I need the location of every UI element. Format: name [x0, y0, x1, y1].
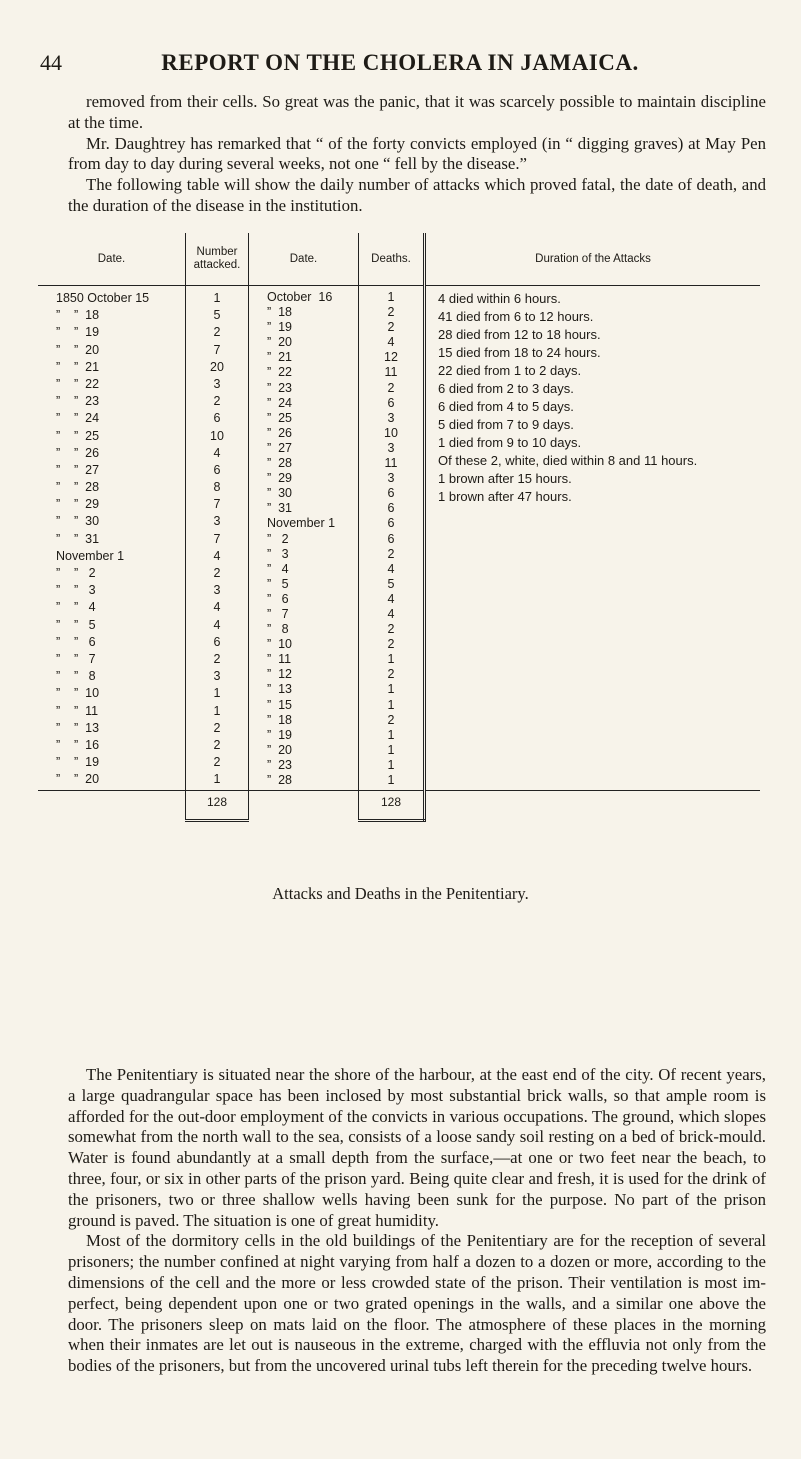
deaths-cell: 1	[387, 652, 395, 667]
attack-date-column	[38, 290, 185, 788]
attack-date-cell: ” ” 30	[56, 514, 100, 529]
attack-date-cell: ” ” 4	[56, 600, 96, 615]
deaths-cell: 4	[387, 335, 395, 350]
header-attacked: Number attacked.	[186, 233, 249, 286]
attacked-cell: 2	[213, 737, 221, 752]
attack-date-cell: ” ” 31	[56, 531, 100, 546]
attacked-cell: 1	[213, 703, 221, 718]
attacked-cell: 4	[213, 445, 221, 460]
attack-date-cell: November 1	[56, 548, 125, 563]
death-date-cell: ” 21	[267, 350, 293, 365]
duration-line: 28 died from 12 to 18 hours.	[438, 327, 601, 342]
attack-date-cell: ” ” 8	[56, 669, 96, 684]
deaths-cell: 5	[387, 576, 395, 591]
deaths-cell: 6	[387, 516, 395, 531]
attack-date-cell: ” ” 6	[56, 634, 96, 649]
header-death-date: Date.	[249, 233, 359, 286]
attack-date-cell: ” ” 23	[56, 394, 100, 409]
attacked-cell: 6	[213, 462, 221, 477]
deaths-cell: 3	[387, 440, 395, 455]
intro-paragraph: Mr. Daughtrey has remarked that “ of the forty convicts employed (in “ digging graves) at May Pen from day to day during several weeks, not one “ fell by the disease.”	[68, 133, 766, 174]
attacked-column	[186, 290, 248, 788]
deaths-cell: 4	[387, 591, 395, 606]
death-date-cell: ” 19	[267, 727, 293, 742]
intro-paragraph: The following table will show the daily number of attacks which proved fatal, the date of death, and the duration of the disease in the institution.	[68, 175, 766, 215]
attack-date-cell: ” ” 22	[56, 376, 100, 391]
death-date-cell: ” 24	[267, 395, 293, 410]
deaths-cell: 6	[387, 531, 395, 546]
death-date-cell: ” 3	[267, 546, 289, 561]
deaths-cell: 2	[387, 320, 395, 335]
attacked-cell: 6	[213, 634, 221, 649]
attacked-cell: 3	[213, 583, 221, 598]
deaths-cell: 11	[384, 365, 398, 380]
attacked-cell: 10	[210, 428, 224, 443]
deaths-cell: 1	[387, 290, 395, 304]
attacked-cell: 2	[213, 720, 221, 735]
attack-date-cell: ” ” 27	[56, 462, 100, 477]
attack-date-cell: ” ” 19	[56, 325, 100, 340]
attack-date-cell: ” ” 7	[56, 651, 96, 666]
duration-line: 1 died from 9 to 10 days.	[438, 435, 582, 450]
deaths-cell: 2	[387, 712, 395, 727]
deaths-cell: 11	[384, 456, 398, 471]
running-title: REPORT ON THE CHOLERA IN JAMAICA.	[161, 50, 639, 75]
attacked-cell: 2	[213, 325, 221, 340]
attacked-cell: 4	[213, 600, 221, 615]
attack-date-cell: ” ” 25	[56, 428, 100, 443]
attack-date-cell: 1850 October 15	[56, 291, 150, 305]
attacked-cell: 3	[213, 669, 221, 684]
attacked-cell: 6	[213, 411, 221, 426]
death-date-cell: ” 28	[267, 456, 293, 471]
deaths-cell: 12	[384, 350, 398, 365]
deaths-cell: 2	[387, 667, 395, 682]
death-date-cell: ” 15	[267, 697, 293, 712]
total-attacked: 128	[186, 791, 249, 821]
attacked-cell: 7	[213, 497, 221, 512]
deaths-cell: 4	[387, 606, 395, 621]
attacked-cell: 7	[213, 342, 221, 357]
deaths-cell: 2	[387, 305, 395, 320]
duration-line: 5 died from 7 to 9 days.	[438, 417, 574, 432]
attacked-cell: 2	[213, 394, 221, 409]
deaths-cell: 4	[387, 561, 395, 576]
death-date-cell: ” 25	[267, 410, 293, 425]
attack-date-cell: ” ” 29	[56, 497, 100, 512]
deaths-cell: 1	[387, 742, 395, 757]
attacked-cell: 8	[213, 480, 221, 495]
death-date-cell: ” 23	[267, 380, 293, 395]
attack-date-cell: ” ” 18	[56, 308, 100, 323]
attacked-cell: 3	[213, 376, 221, 391]
attacked-cell: 2	[213, 755, 221, 770]
attack-date-cell: ” ” 13	[56, 720, 100, 735]
death-date-cell: ” 31	[267, 501, 293, 516]
attacked-cell: 7	[213, 531, 221, 546]
intro-paragraph: removed from their cells. So great was the panic, that it was scarcely possible to maintain discipline at the time.	[68, 92, 766, 132]
death-date-cell: October 16	[267, 290, 333, 304]
death-date-cell: ” 28	[267, 773, 293, 787]
death-date-cell: November 1	[267, 516, 336, 531]
body-paragraph: Most of the dormitory cells in the old buildings of the Penitentiary are for the reception of several prisoners; the number confined at night varying from half a dozen to a dozen or more, according to the dimensions of the cell and the more or less crowded state of the prison. Their ventilation is most im-perfect, being dependent upon one or two grated openings in the walls, and a similar one above the door. The prisoners sleep on mats laid on the floor. The atmosphere of these places in the morning when their inmates are let out is nauseous in the extreme, charged with the effluvia not only from the bodies of the prisoners, but from the uncovered urinal tubs left therein for the preceding twelve hours.	[68, 1231, 766, 1376]
attack-date-cell: ” ” 28	[56, 480, 100, 495]
attack-date-cell: ” ” 20	[56, 772, 100, 787]
deaths-cell: 2	[387, 546, 395, 561]
death-date-column	[249, 290, 358, 788]
deaths-cell: 3	[387, 410, 395, 425]
duration-line: 1 brown after 47 hours.	[438, 489, 572, 504]
death-date-cell: ” 18	[267, 712, 293, 727]
attacked-cell: 2	[213, 651, 221, 666]
deaths-cell: 6	[387, 395, 395, 410]
death-date-cell: ” 4	[267, 561, 289, 576]
attack-date-cell: ” ” 21	[56, 359, 100, 374]
page-number: 44	[40, 50, 62, 75]
duration-line: 22 died from 1 to 2 days.	[438, 363, 582, 378]
deaths-cell: 10	[384, 425, 398, 440]
body-text	[68, 1065, 766, 1377]
total-deaths: 128	[359, 791, 425, 821]
attack-date-cell: ” ” 16	[56, 737, 100, 752]
deaths-cell: 2	[387, 622, 395, 637]
attacked-cell: 4	[213, 617, 221, 632]
death-date-cell: ” 20	[267, 335, 293, 350]
attack-date-cell: ” ” 5	[56, 617, 96, 632]
death-date-cell: ” 19	[267, 320, 293, 335]
attack-date-cell: ” ” 2	[56, 566, 96, 580]
deaths-cell: 1	[387, 727, 395, 742]
deaths-cell: 2	[387, 637, 395, 652]
duration-line: Of these 2, white, died within 8 and 11 hours.	[438, 453, 698, 468]
attacked-cell: 5	[213, 308, 221, 323]
attacked-cell: 1	[213, 772, 221, 787]
deaths-cell: 1	[387, 682, 395, 697]
attack-date-cell: ” ” 3	[56, 583, 96, 598]
attacked-cell: 1	[213, 686, 221, 701]
deaths-cell: 3	[387, 471, 395, 486]
death-date-cell: ” 26	[267, 425, 293, 440]
attacked-cell: 3	[213, 514, 221, 529]
death-date-cell: ” 27	[267, 440, 293, 455]
attacked-cell: 4	[213, 548, 221, 563]
table-title: Attacks and Deaths in the Penitentiary.	[272, 884, 529, 903]
death-date-cell: ” 13	[267, 682, 293, 697]
death-date-cell: ” 6	[267, 591, 289, 606]
duration-line: 1 brown after 15 hours.	[438, 471, 572, 486]
death-date-cell: ” 10	[267, 637, 293, 652]
deaths-cell: 6	[387, 501, 395, 516]
death-date-cell: ” 20	[267, 742, 293, 757]
death-date-cell: ” 30	[267, 486, 293, 501]
header-deaths: Deaths.	[359, 233, 425, 286]
attack-date-cell: ” ” 24	[56, 411, 100, 426]
attack-date-cell: ” ” 20	[56, 342, 100, 357]
deaths-cell: 1	[387, 697, 395, 712]
duration-line: 15 died from 18 to 24 hours.	[438, 345, 601, 360]
deaths-column	[359, 290, 423, 788]
death-date-cell: ” 12	[267, 667, 293, 682]
duration-line: 41 died from 6 to 12 hours.	[438, 309, 594, 324]
page-header	[40, 50, 760, 80]
attacked-cell: 1	[213, 291, 221, 305]
deaths-cell: 1	[387, 773, 395, 787]
death-date-cell: ” 18	[267, 305, 293, 320]
death-date-cell: ” 2	[267, 531, 289, 546]
body-paragraph: The Penitentiary is situated near the shore of the harbour, at the east end of the city. Of recent years, a large quadrangular space has been inclosed by most substantial brick walls, so that ample room is afforded for the out-door employment of the convicts in various occupations. The ground, which slopes somewhat from the north wall to the sea, consists of a loose sandy soil resting on a bed of brick-mould. Water is found abundantly at a small depth from the surface,—at one or two feet near the beach, to three, four, or six in other parts of the prison yard. Being quite clear and fresh, it is used for the drink of the prisoners, two or three shallow wells having been sunk for the purpose. No part of the prison ground is paved. The situation is one of great humidity.	[68, 1065, 766, 1230]
deaths-cell: 2	[387, 380, 395, 395]
death-date-cell: ” 5	[267, 576, 289, 591]
death-date-cell: ” 7	[267, 606, 289, 621]
duration-line: 4 died within 6 hours.	[438, 291, 561, 306]
header-duration: Duration of the Attacks	[425, 233, 761, 286]
attack-date-cell: ” ” 11	[56, 703, 99, 718]
death-date-cell: ” 23	[267, 757, 293, 772]
death-date-cell: ” 29	[267, 471, 293, 486]
header-date: Date.	[38, 233, 186, 286]
deaths-cell: 6	[387, 486, 395, 501]
death-date-cell: ” 8	[267, 622, 289, 637]
attacked-cell: 2	[213, 566, 221, 580]
duration-line: 6 died from 2 to 3 days.	[438, 381, 574, 396]
duration-line: 6 died from 4 to 5 days.	[438, 399, 574, 414]
attack-date-cell: ” ” 10	[56, 686, 100, 701]
death-date-cell: ” 11	[267, 652, 292, 667]
attack-date-cell: ” ” 26	[56, 445, 100, 460]
death-date-cell: ” 22	[267, 365, 293, 380]
attacks-deaths-table	[38, 233, 760, 822]
intro-text	[68, 92, 766, 217]
duration-column	[426, 290, 760, 506]
attack-date-cell: ” ” 19	[56, 755, 100, 770]
deaths-cell: 1	[387, 757, 395, 772]
attacked-cell: 20	[210, 359, 224, 374]
